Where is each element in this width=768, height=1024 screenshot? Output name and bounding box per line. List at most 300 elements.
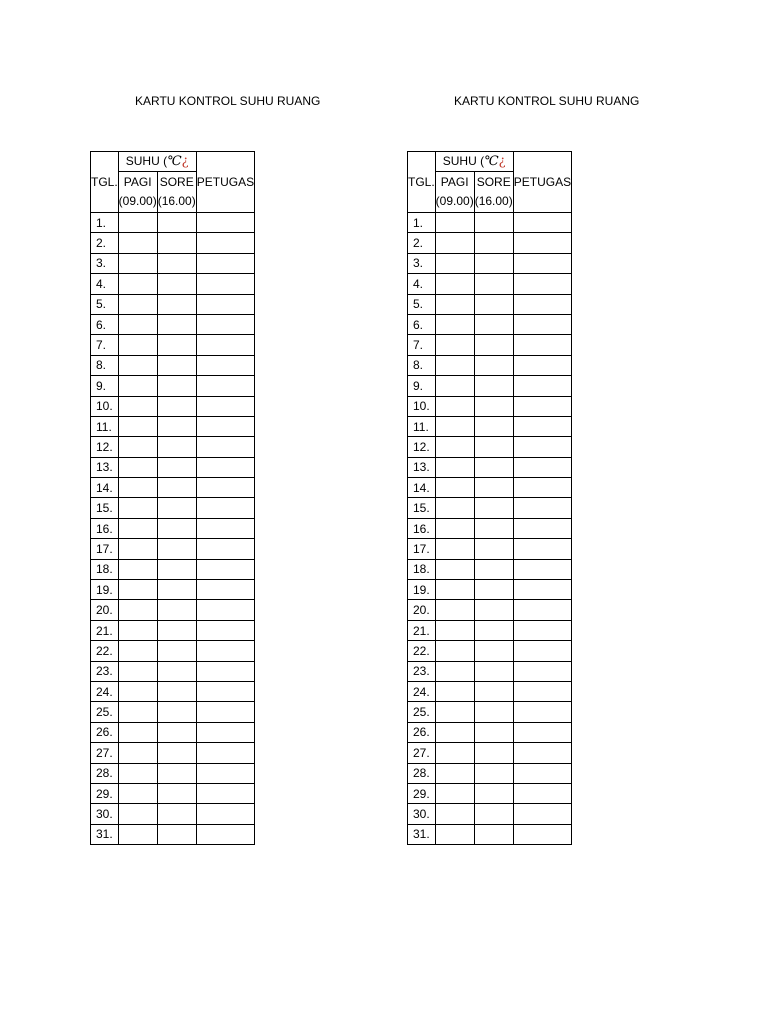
header-pagi-time: (09.00) — [435, 194, 474, 208]
pagi-cell — [118, 213, 157, 233]
sore-cell — [157, 743, 196, 763]
petugas-cell — [513, 600, 571, 620]
inverted-question-mark: ¿ — [181, 154, 189, 169]
petugas-cell — [513, 314, 571, 334]
date-cell: 16. — [408, 518, 436, 538]
date-cell: 23. — [408, 661, 436, 681]
table-row — [408, 274, 572, 294]
petugas-cell — [196, 396, 254, 416]
pagi-cell — [118, 457, 157, 477]
pagi-cell — [435, 396, 474, 416]
table-row — [91, 783, 255, 803]
date-cell: 26. — [91, 722, 119, 742]
card-title: KARTU KONTROL SUHU RUANG — [135, 94, 321, 108]
petugas-cell — [513, 457, 571, 477]
pagi-cell — [118, 253, 157, 273]
table-row — [91, 559, 255, 579]
table-row — [408, 681, 572, 701]
petugas-cell — [196, 559, 254, 579]
table-row — [408, 804, 572, 824]
table-row — [408, 580, 572, 600]
petugas-cell — [513, 681, 571, 701]
pagi-cell — [118, 559, 157, 579]
pagi-cell — [118, 376, 157, 396]
sore-cell — [474, 518, 513, 538]
date-cell: 22. — [91, 641, 119, 661]
sore-cell — [157, 376, 196, 396]
petugas-cell — [513, 437, 571, 457]
table-row — [408, 396, 572, 416]
petugas-cell — [196, 539, 254, 559]
sore-cell — [157, 355, 196, 375]
pagi-cell — [118, 620, 157, 640]
sore-cell — [474, 580, 513, 600]
table-row — [408, 641, 572, 661]
pagi-cell — [435, 518, 474, 538]
sore-cell — [474, 314, 513, 334]
date-cell: 24. — [408, 681, 436, 701]
petugas-cell — [513, 478, 571, 498]
table-row — [91, 274, 255, 294]
petugas-cell — [196, 620, 254, 640]
sore-cell — [157, 580, 196, 600]
date-cell: 23. — [91, 661, 119, 681]
pagi-cell — [435, 763, 474, 783]
pagi-cell — [118, 437, 157, 457]
table-row — [408, 518, 572, 538]
petugas-cell — [196, 314, 254, 334]
pagi-cell — [435, 274, 474, 294]
header-petugas: PETUGAS — [196, 152, 254, 213]
table-row — [91, 416, 255, 436]
petugas-cell — [513, 416, 571, 436]
table-row — [408, 783, 572, 803]
table-row — [91, 702, 255, 722]
petugas-cell — [196, 355, 254, 375]
date-cell: 30. — [408, 804, 436, 824]
date-cell: 15. — [408, 498, 436, 518]
petugas-cell — [513, 763, 571, 783]
date-cell: 11. — [91, 416, 119, 436]
petugas-cell — [513, 702, 571, 722]
date-cell: 8. — [408, 355, 436, 375]
table-row — [91, 580, 255, 600]
table-row — [408, 457, 572, 477]
pagi-cell — [435, 314, 474, 334]
sore-cell — [474, 641, 513, 661]
table-row — [91, 213, 255, 233]
header-sore — [157, 172, 196, 213]
petugas-cell — [513, 274, 571, 294]
sore-cell — [157, 681, 196, 701]
pagi-cell — [435, 457, 474, 477]
sore-cell — [474, 498, 513, 518]
table-row — [408, 253, 572, 273]
date-cell: 27. — [408, 743, 436, 763]
table-row — [408, 722, 572, 742]
header-pagi — [118, 172, 157, 213]
pagi-cell — [118, 314, 157, 334]
petugas-cell — [196, 661, 254, 681]
date-cell: 9. — [408, 376, 436, 396]
petugas-cell — [513, 396, 571, 416]
table-row — [91, 641, 255, 661]
petugas-cell — [513, 661, 571, 681]
table-row — [91, 743, 255, 763]
date-cell: 31. — [91, 824, 119, 844]
sore-cell — [474, 681, 513, 701]
table-row — [91, 478, 255, 498]
header-suhu — [118, 152, 196, 172]
sore-cell — [157, 702, 196, 722]
pagi-cell — [435, 722, 474, 742]
pagi-cell — [435, 213, 474, 233]
sore-cell — [157, 824, 196, 844]
table-row — [91, 437, 255, 457]
table-row — [91, 824, 255, 844]
date-cell: 12. — [91, 437, 119, 457]
pagi-cell — [118, 274, 157, 294]
header-petugas: PETUGAS — [513, 152, 571, 213]
pagi-cell — [435, 661, 474, 681]
pagi-cell — [435, 641, 474, 661]
pagi-cell — [118, 600, 157, 620]
date-cell: 17. — [91, 539, 119, 559]
table-row — [408, 620, 572, 640]
pagi-cell — [118, 233, 157, 253]
petugas-cell — [196, 498, 254, 518]
celsius-symbol: ℃ — [167, 154, 182, 169]
petugas-cell — [513, 804, 571, 824]
petugas-cell — [196, 233, 254, 253]
table-row — [408, 213, 572, 233]
date-cell: 18. — [91, 559, 119, 579]
petugas-cell — [513, 722, 571, 742]
pagi-cell — [118, 478, 157, 498]
date-cell: 19. — [91, 580, 119, 600]
table-row — [91, 253, 255, 273]
pagi-cell — [118, 702, 157, 722]
table-row — [91, 233, 255, 253]
sore-cell — [157, 539, 196, 559]
date-cell: 7. — [408, 335, 436, 355]
table-row — [91, 661, 255, 681]
date-cell: 14. — [408, 478, 436, 498]
petugas-cell — [513, 539, 571, 559]
petugas-cell — [196, 824, 254, 844]
petugas-cell — [196, 518, 254, 538]
sore-cell — [474, 335, 513, 355]
table-row — [91, 355, 255, 375]
sore-cell — [474, 437, 513, 457]
pagi-cell — [118, 518, 157, 538]
header-pagi-label: PAGI — [440, 175, 469, 189]
pagi-cell — [435, 376, 474, 396]
pagi-cell — [435, 559, 474, 579]
pagi-cell — [435, 824, 474, 844]
header-pagi-time: (09.00) — [118, 194, 157, 208]
sore-cell — [474, 743, 513, 763]
sore-cell — [474, 396, 513, 416]
table-row — [408, 355, 572, 375]
petugas-cell — [196, 580, 254, 600]
sore-cell — [474, 763, 513, 783]
date-cell: 7. — [91, 335, 119, 355]
pagi-cell — [435, 478, 474, 498]
pagi-cell — [118, 396, 157, 416]
pagi-cell — [118, 681, 157, 701]
date-cell: 30. — [91, 804, 119, 824]
sore-cell — [474, 783, 513, 803]
pagi-cell — [435, 600, 474, 620]
sore-cell — [474, 804, 513, 824]
petugas-cell — [196, 783, 254, 803]
date-cell: 9. — [91, 376, 119, 396]
pagi-cell — [118, 661, 157, 681]
sore-cell — [157, 763, 196, 783]
date-cell: 13. — [91, 457, 119, 477]
sore-cell — [157, 253, 196, 273]
date-cell: 25. — [408, 702, 436, 722]
petugas-cell — [196, 702, 254, 722]
date-cell: 5. — [408, 294, 436, 314]
table-row — [91, 763, 255, 783]
sore-cell — [474, 233, 513, 253]
sore-cell — [474, 824, 513, 844]
table-row — [408, 233, 572, 253]
petugas-cell — [196, 274, 254, 294]
date-cell: 20. — [408, 600, 436, 620]
pagi-cell — [435, 233, 474, 253]
sore-cell — [474, 600, 513, 620]
table-row — [408, 294, 572, 314]
pagi-cell — [435, 539, 474, 559]
pagi-cell — [118, 763, 157, 783]
sore-cell — [474, 702, 513, 722]
header-sore-label: SORE — [476, 175, 511, 189]
petugas-cell — [196, 416, 254, 436]
table-row — [408, 600, 572, 620]
date-cell: 24. — [91, 681, 119, 701]
date-cell: 6. — [408, 314, 436, 334]
sore-cell — [474, 294, 513, 314]
table-row — [91, 539, 255, 559]
petugas-cell — [513, 743, 571, 763]
sore-cell — [157, 559, 196, 579]
pagi-cell — [118, 539, 157, 559]
date-cell: 4. — [408, 274, 436, 294]
sore-cell — [157, 457, 196, 477]
pagi-cell — [435, 804, 474, 824]
sore-cell — [157, 274, 196, 294]
petugas-cell — [513, 355, 571, 375]
sore-cell — [474, 478, 513, 498]
petugas-cell — [513, 559, 571, 579]
sore-cell — [474, 376, 513, 396]
sore-cell — [157, 498, 196, 518]
sore-cell — [474, 416, 513, 436]
sore-cell — [474, 253, 513, 273]
date-cell: 15. — [91, 498, 119, 518]
pagi-cell — [118, 498, 157, 518]
table-row — [91, 314, 255, 334]
table-row — [408, 498, 572, 518]
table-row — [408, 539, 572, 559]
pagi-cell — [118, 416, 157, 436]
date-cell: 2. — [408, 233, 436, 253]
date-cell: 11. — [408, 416, 436, 436]
pagi-cell — [118, 641, 157, 661]
date-cell: 28. — [91, 763, 119, 783]
sore-cell — [157, 437, 196, 457]
petugas-cell — [196, 478, 254, 498]
petugas-cell — [196, 437, 254, 457]
pagi-cell — [435, 416, 474, 436]
date-cell: 25. — [91, 702, 119, 722]
date-cell: 29. — [91, 783, 119, 803]
date-cell: 6. — [91, 314, 119, 334]
table-row — [408, 824, 572, 844]
header-sore — [474, 172, 513, 213]
pagi-cell — [118, 783, 157, 803]
petugas-cell — [196, 376, 254, 396]
table-row — [408, 702, 572, 722]
sore-cell — [474, 722, 513, 742]
petugas-cell — [513, 518, 571, 538]
date-cell: 28. — [408, 763, 436, 783]
petugas-cell — [196, 763, 254, 783]
date-cell: 21. — [408, 620, 436, 640]
table-row — [408, 437, 572, 457]
petugas-cell — [513, 783, 571, 803]
pagi-cell — [435, 620, 474, 640]
petugas-cell — [513, 213, 571, 233]
petugas-cell — [513, 335, 571, 355]
table-row — [91, 722, 255, 742]
header-sore-label: SORE — [159, 175, 194, 189]
petugas-cell — [513, 376, 571, 396]
pagi-cell — [435, 294, 474, 314]
header-pagi-label: PAGI — [123, 175, 152, 189]
sore-cell — [157, 213, 196, 233]
date-cell: 1. — [408, 213, 436, 233]
table-row — [91, 681, 255, 701]
petugas-cell — [513, 641, 571, 661]
table-row — [91, 600, 255, 620]
pagi-cell — [118, 743, 157, 763]
sore-cell — [157, 722, 196, 742]
sore-cell — [474, 457, 513, 477]
sore-cell — [157, 783, 196, 803]
pagi-cell — [118, 580, 157, 600]
sore-cell — [157, 233, 196, 253]
pagi-cell — [435, 580, 474, 600]
petugas-cell — [196, 335, 254, 355]
pagi-cell — [435, 498, 474, 518]
table-row — [91, 498, 255, 518]
petugas-cell — [196, 722, 254, 742]
header-tgl: TGL. — [408, 152, 436, 213]
pagi-cell — [435, 437, 474, 457]
sore-cell — [474, 620, 513, 640]
date-cell: 10. — [91, 396, 119, 416]
sore-cell — [157, 620, 196, 640]
pagi-cell — [435, 783, 474, 803]
sore-cell — [157, 396, 196, 416]
sore-cell — [157, 294, 196, 314]
pagi-cell — [435, 355, 474, 375]
table-row — [408, 743, 572, 763]
petugas-cell — [513, 294, 571, 314]
pagi-cell — [118, 335, 157, 355]
sore-cell — [157, 661, 196, 681]
petugas-cell — [196, 804, 254, 824]
petugas-cell — [513, 580, 571, 600]
petugas-cell — [196, 294, 254, 314]
petugas-cell — [196, 681, 254, 701]
date-cell: 18. — [408, 559, 436, 579]
sore-cell — [157, 804, 196, 824]
date-cell: 8. — [91, 355, 119, 375]
sore-cell — [474, 213, 513, 233]
sore-cell — [157, 478, 196, 498]
table-row — [91, 620, 255, 640]
date-cell: 31. — [408, 824, 436, 844]
header-suhu — [435, 152, 513, 172]
petugas-cell — [196, 253, 254, 273]
sore-cell — [474, 274, 513, 294]
pagi-cell — [435, 743, 474, 763]
date-cell: 21. — [91, 620, 119, 640]
table-row — [408, 416, 572, 436]
pagi-cell — [435, 702, 474, 722]
table-row — [91, 457, 255, 477]
date-cell: 20. — [91, 600, 119, 620]
date-cell: 17. — [408, 539, 436, 559]
date-cell: 29. — [408, 783, 436, 803]
date-cell: 22. — [408, 641, 436, 661]
date-cell: 1. — [91, 213, 119, 233]
date-cell: 13. — [408, 457, 436, 477]
sore-cell — [474, 661, 513, 681]
date-cell: 2. — [91, 233, 119, 253]
header-suhu-label: SUHU ( — [125, 154, 168, 168]
table-row — [91, 294, 255, 314]
date-cell: 5. — [91, 294, 119, 314]
table-row — [408, 763, 572, 783]
pagi-cell — [118, 824, 157, 844]
sore-cell — [157, 314, 196, 334]
sore-cell — [474, 355, 513, 375]
table-row — [408, 314, 572, 334]
petugas-cell — [196, 743, 254, 763]
inverted-question-mark: ¿ — [498, 154, 506, 169]
table-row — [408, 559, 572, 579]
date-cell: 3. — [408, 253, 436, 273]
pagi-cell — [118, 722, 157, 742]
table-row — [408, 335, 572, 355]
pagi-cell — [118, 804, 157, 824]
petugas-cell — [513, 498, 571, 518]
header-pagi — [435, 172, 474, 213]
sore-cell — [474, 559, 513, 579]
temperature-table — [90, 151, 255, 845]
pagi-cell — [435, 681, 474, 701]
date-cell: 4. — [91, 274, 119, 294]
date-cell: 19. — [408, 580, 436, 600]
date-cell: 14. — [91, 478, 119, 498]
pagi-cell — [435, 253, 474, 273]
